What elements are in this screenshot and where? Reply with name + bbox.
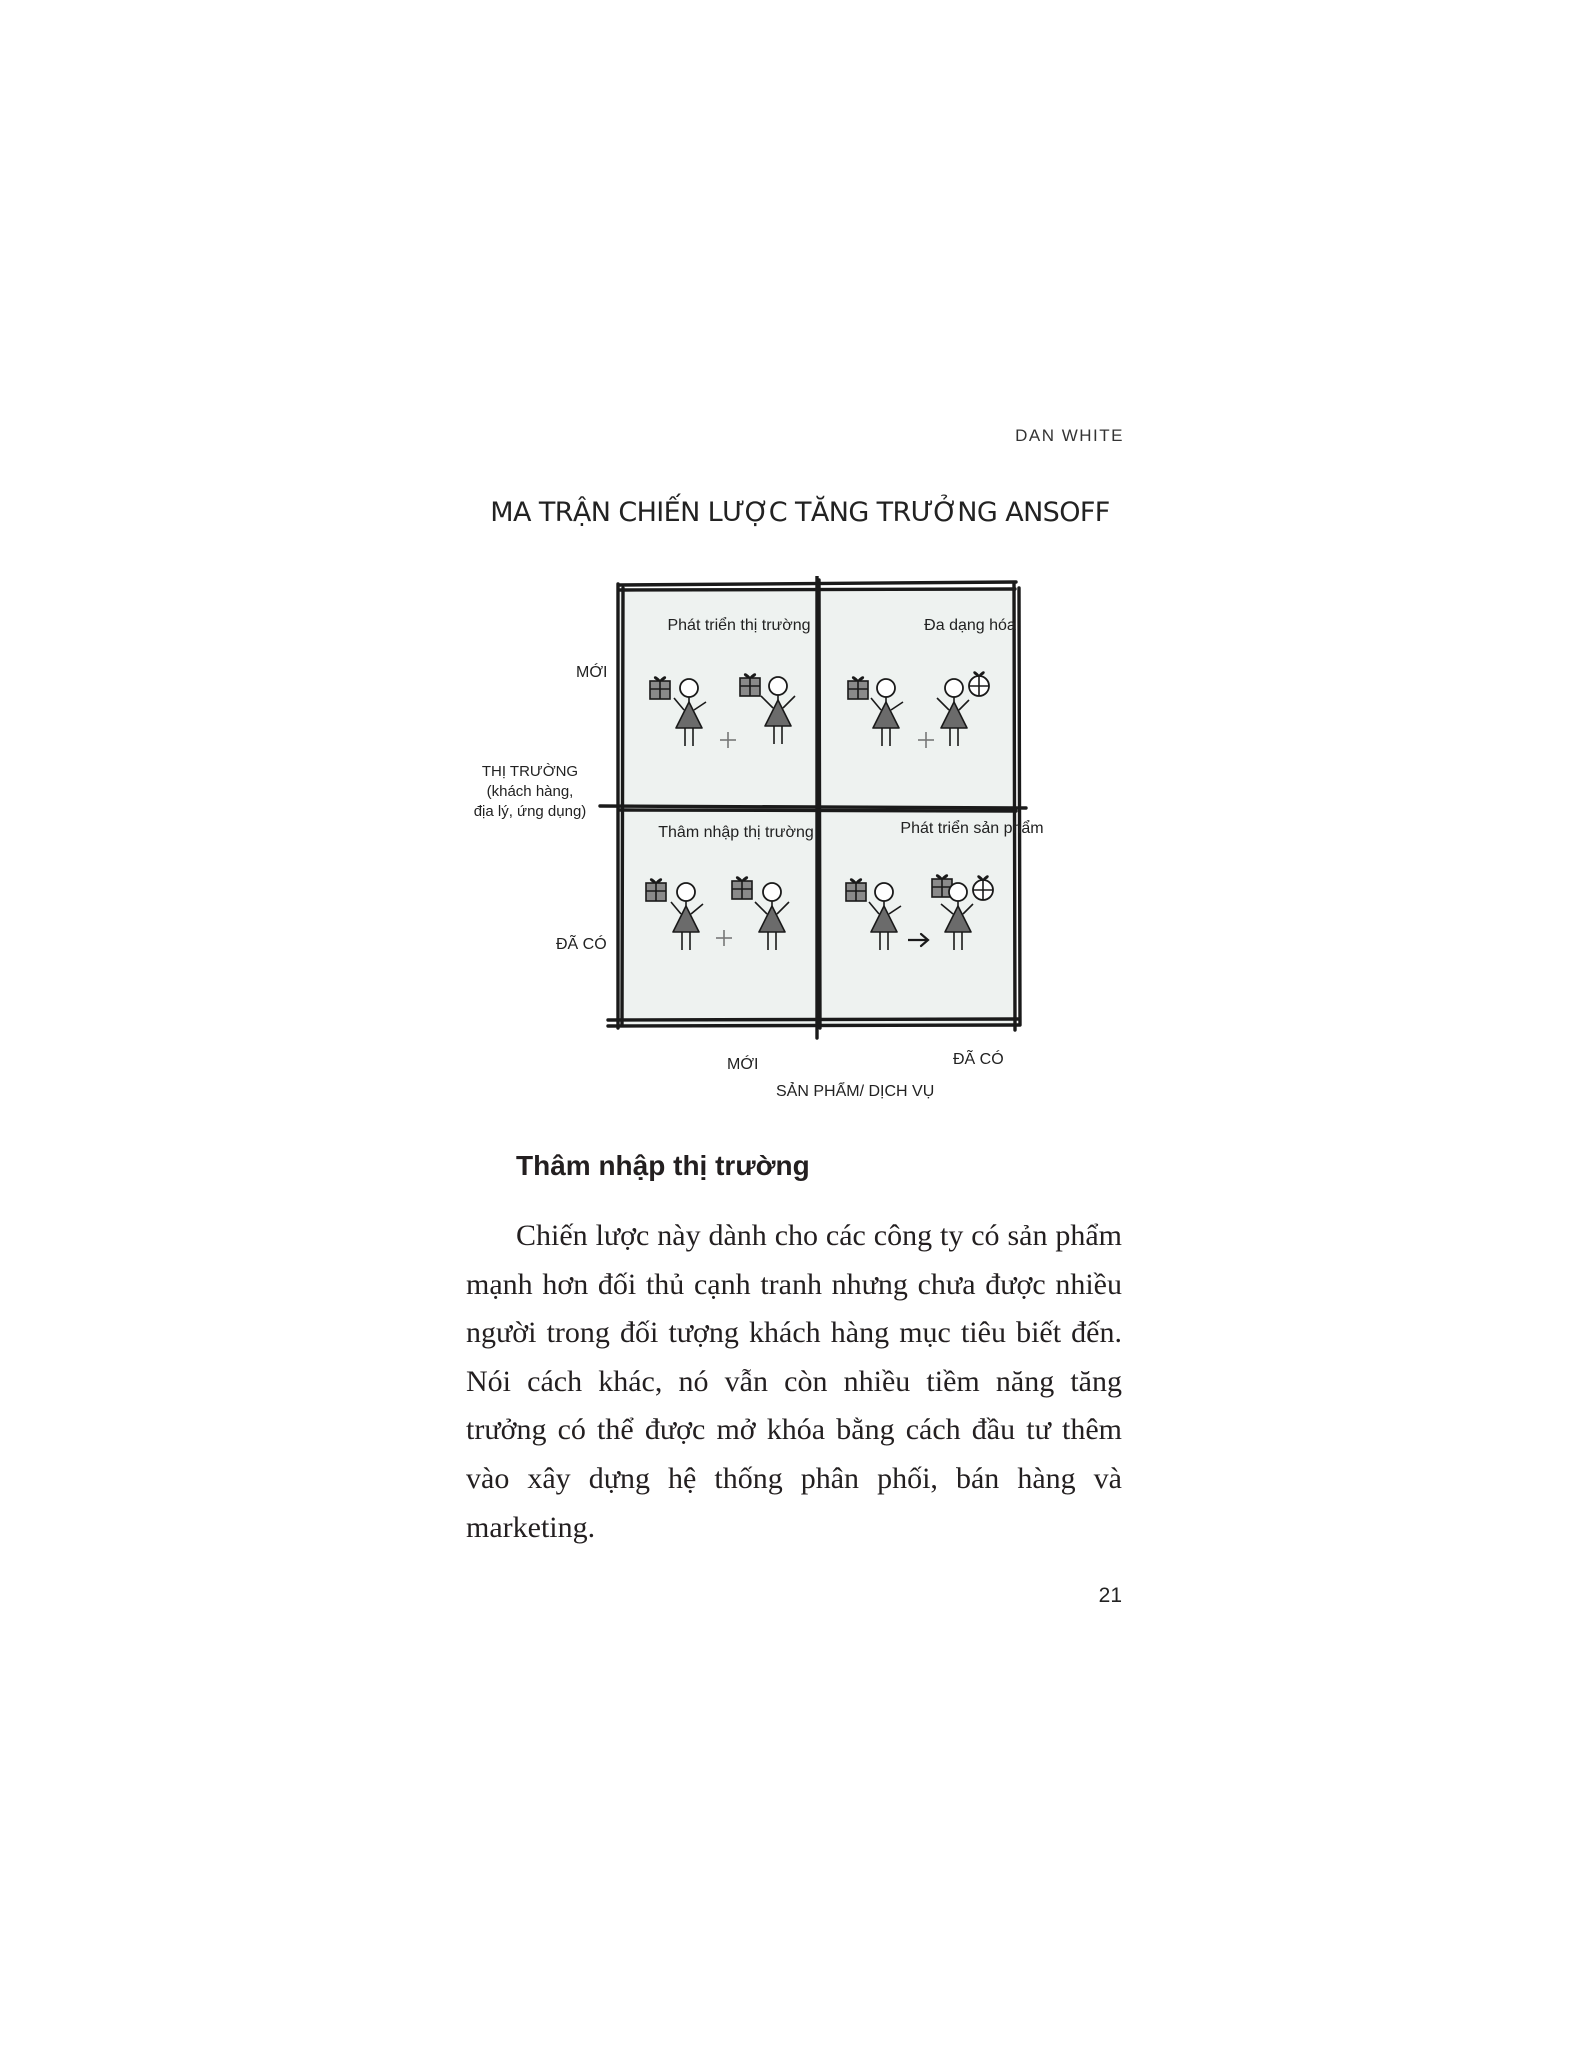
page-number: 21 — [1098, 1584, 1122, 1607]
body-paragraph: Chiến lược này dành cho các công ty có sản phẩm mạnh hơn đối thủ cạnh tranh nhưng chưa được nhiều người trong đối tượng khách hàng mục tiêu biết đến. Nói cách khác, nó vẫn còn nhiều tiềm năng tăng trưởng có thể được mở khóa bằng cách đầu tư thêm vào xây dựng hệ thống phân phối, bán hàng và marketing. — [466, 1219, 1122, 1544]
quadrant-title-diversification: Đa dạng hóa — [924, 617, 1016, 634]
x-axis-right-label: ĐÃ CÓ — [953, 1051, 1004, 1068]
gift-box-icon — [646, 879, 666, 901]
frame-line — [608, 1025, 1020, 1026]
quadrant-title-market-development: Phát triển thị trường — [667, 617, 811, 634]
frame-line — [819, 580, 820, 1028]
running-head: DAN WHITE — [1015, 426, 1124, 445]
quadrant-title-market-penetration: Thâm nhập thị trường — [658, 824, 814, 841]
x-axis-label: SẢN PHẨM/ DỊCH VỤ — [776, 1083, 935, 1100]
y-axis-label-line: địa lý, ứng dụng) — [473, 802, 587, 820]
gift-box-icon — [846, 879, 866, 901]
section-heading: Thâm nhập thị trường — [516, 1150, 810, 1181]
figure-title: MA TRẬN CHIẾN LƯỢC TĂNG TRƯỞNG ANSOFF — [490, 497, 1110, 528]
y-axis-label-line: (khách hàng, — [486, 782, 574, 800]
x-axis-left-label: MỚI — [727, 1056, 759, 1073]
frame-line — [608, 1019, 1018, 1020]
gift-box-icon — [650, 677, 670, 699]
frame-line — [600, 806, 1026, 808]
y-axis-label-line: THỊ TRƯỜNG — [481, 763, 579, 780]
y-axis-bottom-label: ĐÃ CÓ — [556, 936, 607, 953]
y-axis-top-label: MỚI — [576, 664, 608, 681]
y-axis-label — [455, 762, 605, 821]
gift-box-icon — [848, 677, 868, 699]
gift-box-icon — [732, 877, 752, 899]
frame-line — [1019, 588, 1020, 1024]
gift-box-icon — [740, 674, 760, 696]
frame-line — [620, 810, 1016, 811]
quadrant-title-product-development: Phát triển sản phẩm — [900, 820, 1044, 837]
